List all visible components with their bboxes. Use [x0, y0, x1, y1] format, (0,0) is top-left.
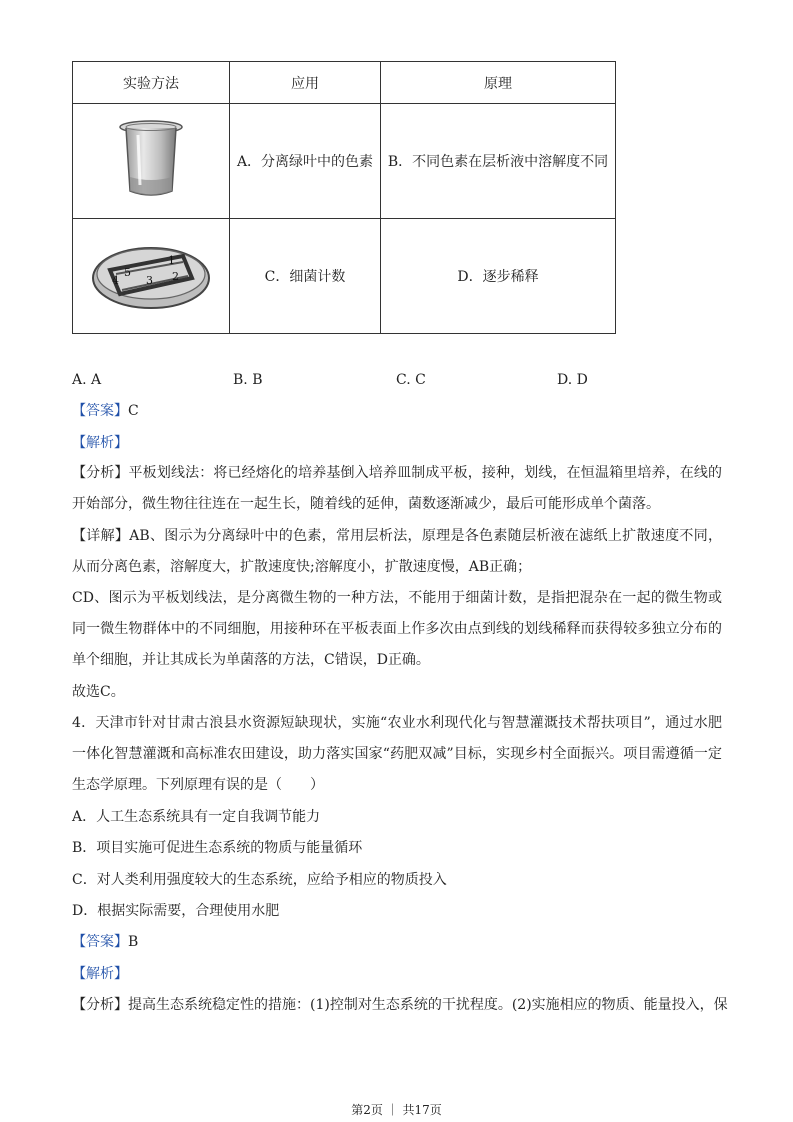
q3-analysis-heading [72, 433, 128, 453]
answer-tag: 【答案】 [72, 403, 128, 419]
dish-digit-4: 4 [112, 274, 119, 287]
q4-answer-tag: 【答案】 [72, 934, 128, 950]
dish-digit-1: 1 [168, 254, 175, 267]
q4-option-c: C．对人类利用强度较大的生态系统，应给予相应的物质投入 [72, 872, 447, 888]
xiangjie-text-1: AB、图示为分离绿叶中的色素，常用层析法，原理是各色素随层析液在滤纸上扩散速度不同，从而分离色素，溶解度大，扩散速度快;溶解度小，扩散速度慢，AB正确； [72, 528, 723, 575]
table-header-method: 实验方法 [73, 62, 230, 104]
answer-value: C [128, 403, 139, 419]
option-a-cell: A．分离绿叶中的色素 [230, 104, 381, 219]
page-footer: 第2页 ｜ 共17页 [351, 1103, 442, 1117]
fenxi-tag: 【分析】 [72, 465, 129, 481]
q3-xiangjie-1 [72, 521, 722, 583]
q4-option-b: B．项目实施可促进生态系统的物质与能量循环 [72, 840, 363, 856]
xiangjie-tag: 【详解】 [72, 528, 130, 544]
q3-fenxi [72, 458, 722, 520]
q3-option-b: B. B [233, 372, 263, 388]
q4-stem: 4．天津市针对甘肃古浪县水资源短缺现状，实施“农业水利现代化与智慧灌溉技术帮扶项目”，通过水肥一体化智慧灌溉和高标准农田建设，助力落实国家“药肥双减”目标，实现乡村全面振兴。项目需遵循一定生态学原理。下列原理有误的是（ ） [72, 715, 722, 793]
q4-fenxi [72, 995, 728, 1015]
q3-xiangjie-2: CD、图示为平板划线法，是分离微生物的一种方法，不能用于细菌计数，是指把混杂在一起的微生物或同一微生物群体中的不同细胞，用接种环在平板表面上作多次由点到线的划线稀释而获得较多独立分布的单个细胞，并让其成长为单菌落的方法，C错误，D正确。 [72, 590, 722, 668]
petri-dish-icon [88, 234, 214, 314]
dish-digit-3: 3 [146, 274, 153, 287]
q3-option-d: D. D [557, 372, 588, 388]
dish-digit-5: 5 [124, 266, 131, 279]
q3-answer [72, 401, 139, 421]
q4-answer-value: B [128, 934, 139, 950]
analysis-tag: 【解析】 [72, 435, 128, 451]
q4-fenxi-text: 提高生态系统稳定性的措施：(1)控制对生态系统的干扰程度。(2)实施相应的物质、能量投入，保 [128, 997, 728, 1013]
fenxi-text: 平板划线法：将已经熔化的培养基倒入培养皿制成平板，接种，划线，在恒温箱里培养，在线的开始部分，微生物往往连在一起生长，随着线的延伸，菌数逐渐减少，最后可能形成单个菌落。 [72, 465, 723, 512]
table-header-principle: 原理 [381, 62, 616, 104]
table-header-application: 应用 [230, 62, 381, 104]
q4-analysis-tag: 【解析】 [72, 966, 128, 982]
q4-answer [72, 932, 138, 952]
dish-digit-2: 2 [172, 270, 179, 283]
q3-conclusion: 故选C。 [72, 684, 125, 700]
q4-option-d: D．根据实际需要，合理使用水肥 [72, 903, 280, 919]
option-d-cell: D．逐步稀释 [381, 219, 616, 334]
option-c-cell: C．细菌计数 [230, 219, 381, 334]
q3-option-c: C. C [396, 372, 426, 388]
beaker-icon [116, 117, 186, 201]
q4-fenxi-tag: 【分析】 [72, 997, 128, 1013]
q4-option-a: A．人工生态系统具有一定自我调节能力 [72, 809, 321, 825]
q3-option-a: A. A [72, 372, 102, 388]
option-b-cell: B．不同色素在层析液中溶解度不同 [381, 104, 616, 219]
table-cell-petri-dish [73, 219, 230, 334]
table-cell-beaker [73, 104, 230, 219]
experiment-table [72, 61, 616, 334]
q4-analysis-heading [72, 964, 128, 984]
